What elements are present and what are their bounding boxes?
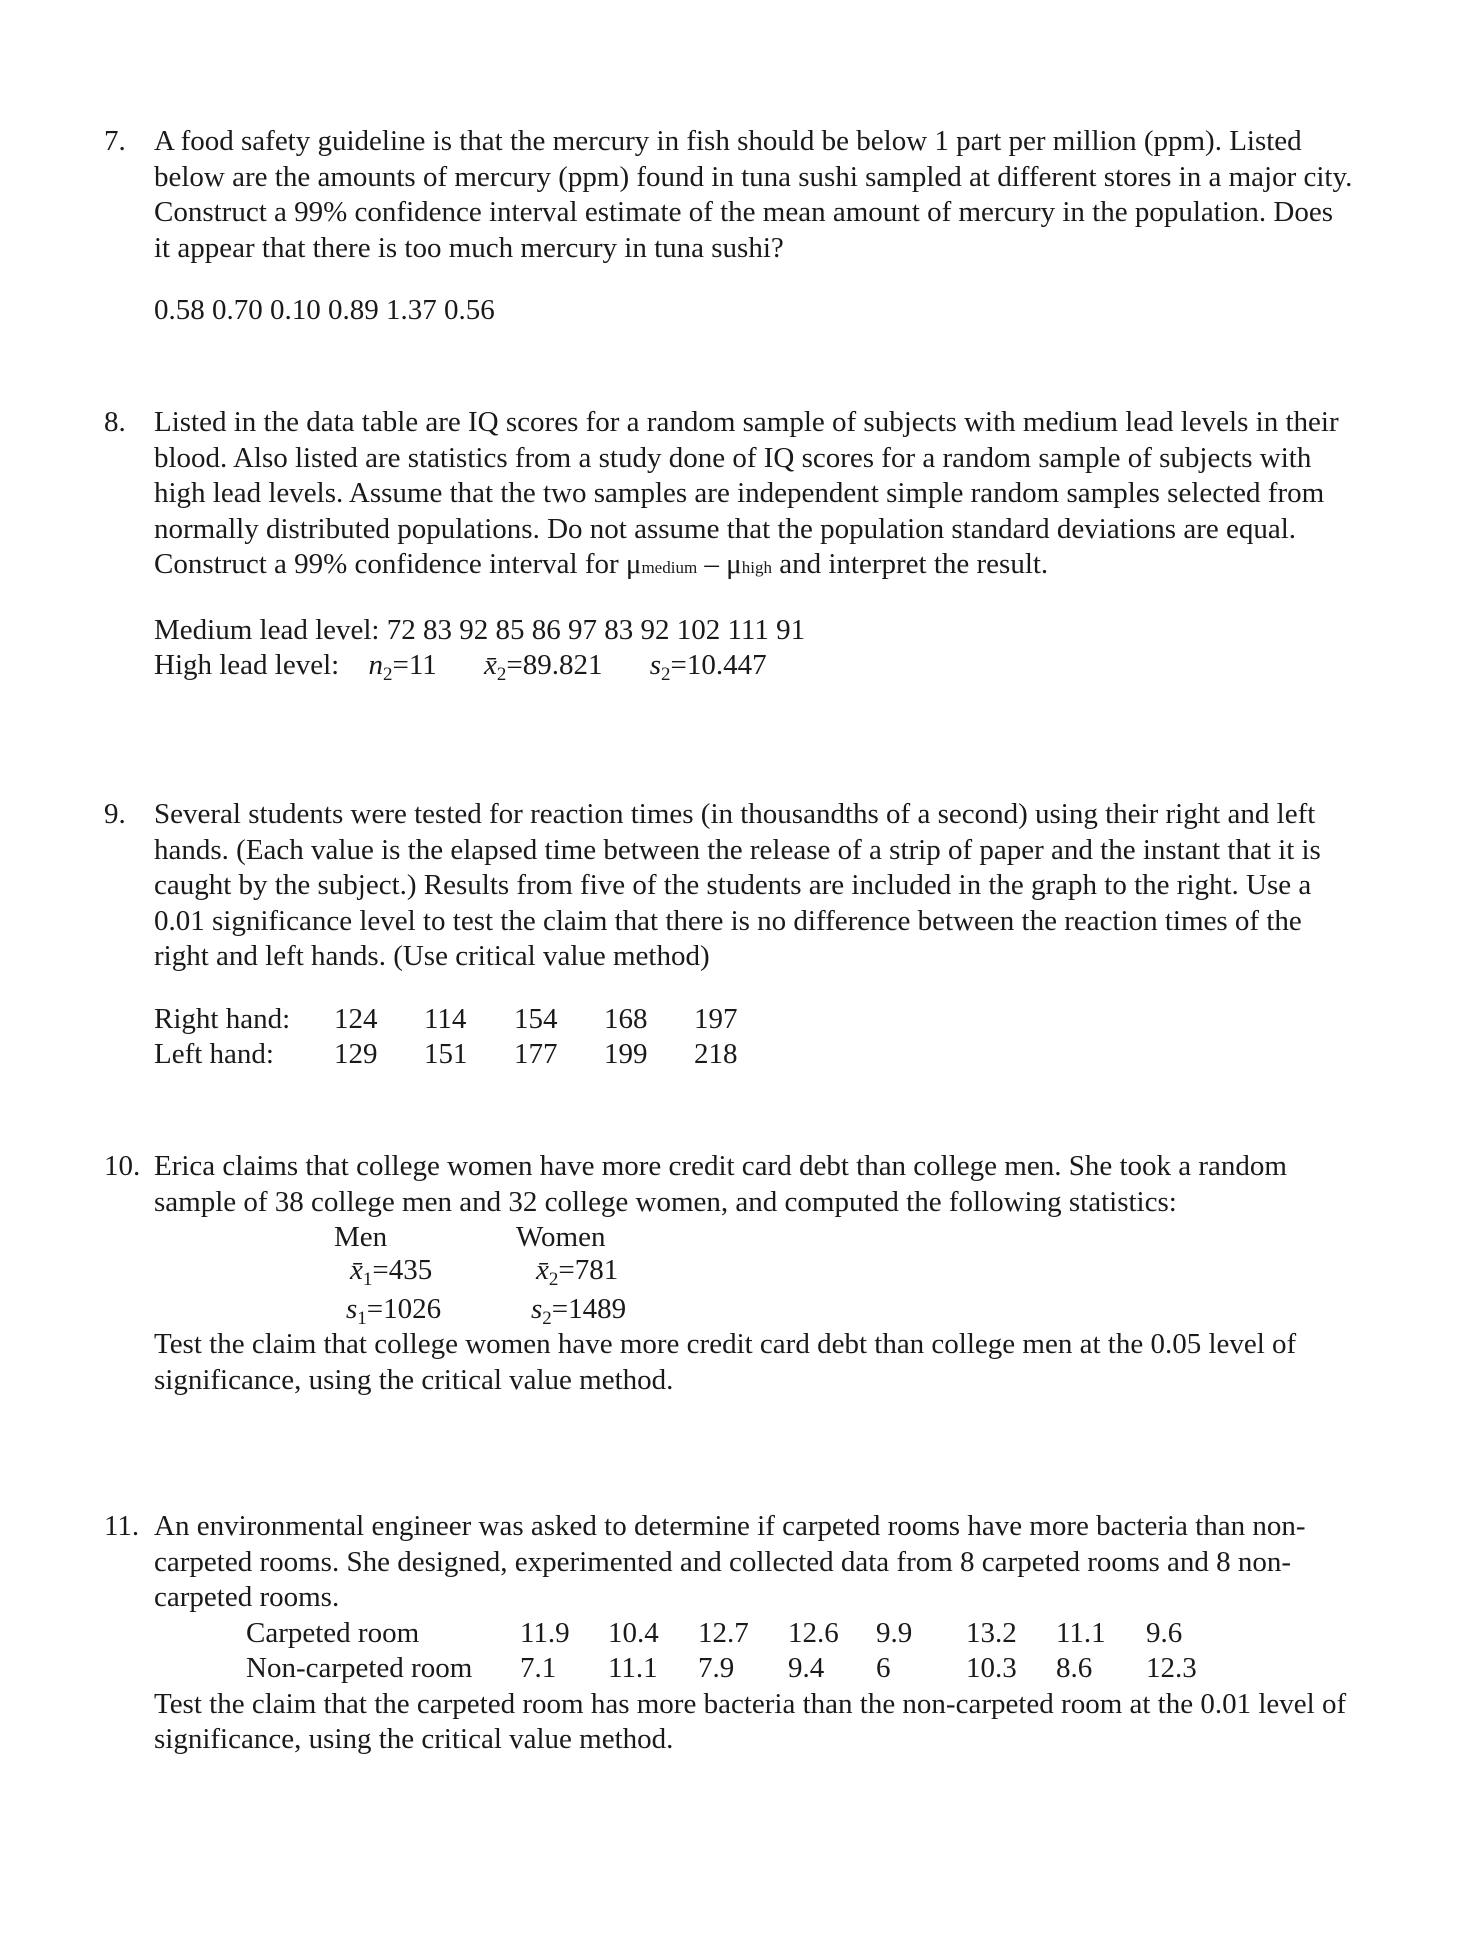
data-cell: 154 [514, 1002, 558, 1035]
data-cell: 10.3 [966, 1652, 1017, 1684]
data-cell: 124 [334, 1002, 378, 1035]
row-label: Right hand: [154, 1002, 291, 1035]
data-cell: 9.6 [1146, 1616, 1183, 1649]
data-cell: 8.6 [1056, 1652, 1093, 1684]
data-cell: 199 [604, 1038, 648, 1070]
x1-stat: $x̄_1=435$ [350, 1254, 433, 1290]
data-cell: 129 [334, 1038, 378, 1070]
row-label: Non-carpeted room [246, 1652, 473, 1684]
data-cell: 218 [694, 1038, 738, 1070]
mercury-data: 0.58 0.70 0.10 0.89 1.37 0.56 [154, 294, 495, 326]
x2-stat: $x̄_2=89.821$ [484, 649, 603, 685]
data-cell: 11.9 [520, 1616, 570, 1649]
women-header: Women [516, 1221, 606, 1253]
carpeted-row [246, 1616, 1354, 1652]
question-number: 9. [104, 798, 126, 830]
data-cell: 9.4 [788, 1652, 825, 1684]
stats-table [104, 1220, 1354, 1327]
data-cell: 168 [604, 1002, 648, 1035]
data-cell: 12.3 [1146, 1652, 1197, 1684]
question-7 [104, 124, 1354, 329]
row-label: Carpeted room [246, 1616, 420, 1649]
question-text: A food safety guideline is that the mercury in fish should be below 1 part per million (ppm). Listed below are the amounts of mercury (ppm) found in tuna sushi sampled at different stores in a major city. Construct a 99% confidence interval estimate of the mean amount of mercury in the population. Does it appear that there is too much mercury in tuna sushi? [154, 125, 1353, 264]
data-cell: 197 [694, 1002, 738, 1035]
mu-high: μhigh [726, 548, 772, 580]
medium-lead-data: Medium lead level: 72 83 92 85 86 97 83 92 102 111 91 [154, 613, 806, 646]
s1-stat: $s_1=1026$ [346, 1293, 442, 1329]
data-cell: 6 [876, 1652, 891, 1684]
s2-stat: $s_2=1489$ [531, 1293, 627, 1329]
data-cell: 177 [514, 1038, 558, 1070]
data-cell: 11.1 [1056, 1616, 1106, 1649]
question-10 [104, 1149, 1354, 1398]
data-cell: 12.6 [788, 1616, 839, 1649]
s2-stat: $s_2=10.447$ [649, 649, 767, 685]
x2-stat: $x̄_2=781$ [536, 1254, 619, 1290]
question-text: An environmental engineer was asked to determine if carpeted rooms have more bacteria than non-carpeted rooms. She designed, experimented and collected data from 8 carpeted rooms and 8 non-carpeted rooms. [154, 1510, 1306, 1613]
row-label: Left hand: [154, 1038, 274, 1070]
question-claim: Test the claim that the carpeted room has more bacteria than the non-carpeted room at the 0.01 level of significance, using the critical value method. [154, 1687, 1347, 1755]
question-9 [104, 797, 1354, 1073]
question-number: 10. [104, 1150, 141, 1182]
question-text: Erica claims that college women have more credit card debt than college men. She took a random sample of 38 college men and 32 college women, and computed the following statistics: [154, 1150, 1287, 1218]
question-text: Several students were tested for reaction times (in thousandths of a second) using their right and left hands. (Each value is the elapsed time between the release of a strip of paper and the instant that it is caught by the subject.) Results from five of the students are included in the graph to the right. Use a 0.01 significance level to test the claim that there is no difference between the reaction times of the right and left hands. (Use critical value method) [154, 798, 1321, 972]
question-number: 8. [104, 406, 126, 438]
question-number: 7. [104, 125, 126, 157]
data-cell: 10.4 [608, 1616, 659, 1649]
question-text: Listed in the data table are IQ scores for a random sample of subjects with medium lead levels in their blood. Also listed are statistics from a study done of IQ scores for a random sample of subjects with high lead levels. Assume that the two samples are independent simple random samples selected from normally distributed populations. Do not assume that the population standard deviations are equal. Construct a 99% confidence interval for μmedium – μhigh and interpret the result. [154, 406, 1339, 580]
right-hand-row [154, 1002, 1354, 1038]
data-cell: 9.9 [876, 1616, 913, 1649]
data-cell: 151 [424, 1038, 468, 1070]
data-cell: 11.1 [608, 1652, 658, 1684]
noncarpeted-row [246, 1651, 1354, 1687]
question-number: 11. [104, 1510, 140, 1542]
question-claim: Test the claim that college women have more credit card debt than college men at the 0.05 level of significance, using the critical value method. [154, 1328, 1297, 1396]
data-cell: 7.9 [698, 1652, 735, 1684]
left-hand-row [154, 1037, 1354, 1073]
data-cell: 13.2 [966, 1616, 1017, 1649]
question-11 [104, 1509, 1354, 1758]
mu-medium: μmedium [625, 548, 698, 580]
men-header: Men [334, 1221, 388, 1253]
question-8 [104, 405, 1354, 684]
data-cell: 114 [424, 1002, 467, 1035]
data-cell: 12.7 [698, 1616, 749, 1649]
data-cell: 7.1 [520, 1652, 557, 1684]
high-lead-stats: High lead level: $n_2=11$ $x̄_2=89.821$ $s_2=10.447$ [154, 649, 767, 685]
n2-stat: $n_2=11$ [368, 649, 437, 685]
